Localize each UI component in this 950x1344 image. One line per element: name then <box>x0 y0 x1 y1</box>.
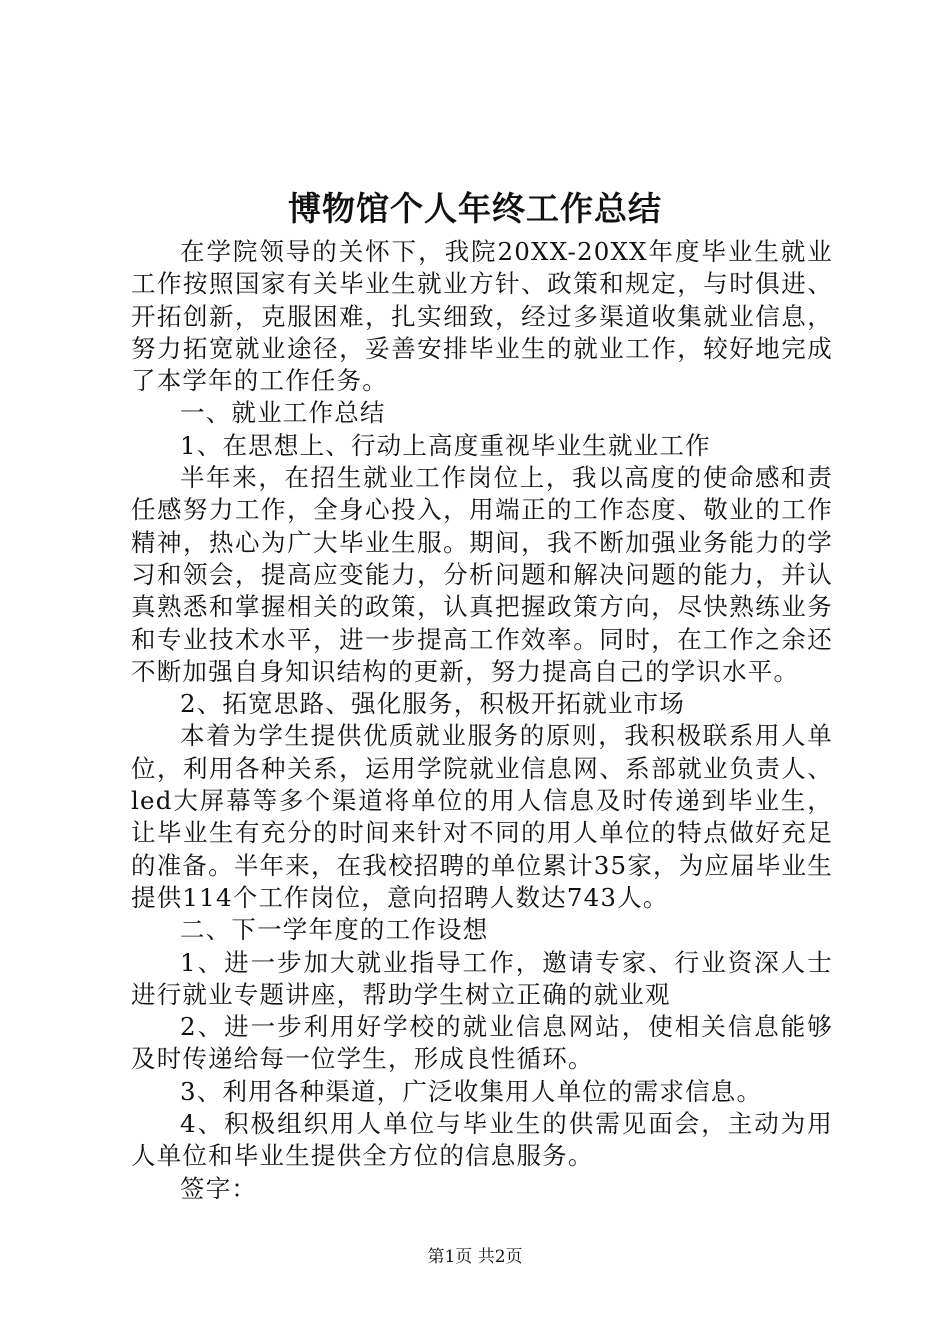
plan-item-1: 1、进一步加大就业指导工作，邀请专家、行业资深人士进行就业专题讲座，帮助学生树立正确的就业观 <box>131 947 833 1009</box>
plan-item-4: 4、积极组织用人单位与毕业生的供需见面会，主动为用人单位和毕业生提供全方位的信息服务。 <box>131 1109 833 1171</box>
document-title: 博物馆个人年终工作总结 <box>288 189 662 228</box>
paragraph-intro: 在学院领导的关怀下，我院20XX-20XX年度毕业生就业工作按照国家有关毕业生就业方针、政策和规定，与时俱进、开拓创新，克服困难，扎实细致，经过多渠道收集就业信息，努力拓宽就业途径，妥善安排毕业生的就业工作，较好地完成了本学年的工作任务。 <box>131 237 833 396</box>
subheading-1-1: 1、在思想上、行动上高度重视毕业生就业工作 <box>180 430 711 460</box>
paragraph-1-1: 半年来，在招生就业工作岗位上，我以高度的使命感和责任感努力工作，全身心投入，用端正的工作态度、敬业的工作精神，热心为广大毕业生服。期间，我不断加强业务能力的学习和领会，提高应变能力，分析问题和解决问题的能力，并认真熟悉和掌握相关的政策，认真把握政策方向，尽快熟练业务和专业技术水平，进一步提高工作效率。同时，在工作之余还不断加强自身知识结构的更新，努力提高自己的学识水平。 <box>131 463 833 686</box>
plan-item-2: 2、进一步利用好学校的就业信息网站，使相关信息能够及时传递给每一位学生，形成良性循环。 <box>131 1012 833 1074</box>
plan-item-3: 3、利用各种渠道，广泛收集用人单位的需求信息。 <box>180 1076 763 1106</box>
section-heading-2: 二、下一学年度的工作设想 <box>180 915 489 945</box>
document-body <box>131 236 833 1205</box>
subheading-1-2: 2、拓宽思路、强化服务，积极开拓就业市场 <box>180 689 686 719</box>
section-heading-1: 一、就业工作总结 <box>180 398 386 428</box>
signature-label: 签字： <box>180 1173 258 1203</box>
paragraph-1-2: 本着为学生提供优质就业服务的原则，我积极联系用人单位，利用各种关系，运用学院就业信息网、系部就业负责人、led大屏幕等多个渠道将单位的用人信息及时传递到毕业生，让毕业生有充分的时间来针对不同的用人单位的特点做好充足的准备。半年来，在我校招聘的单位累计35家，为应届毕业生提供114个工作岗位，意向招聘人数达743人。 <box>131 721 833 912</box>
page-number-footer: 第1页 共2页 <box>427 1247 523 1267</box>
